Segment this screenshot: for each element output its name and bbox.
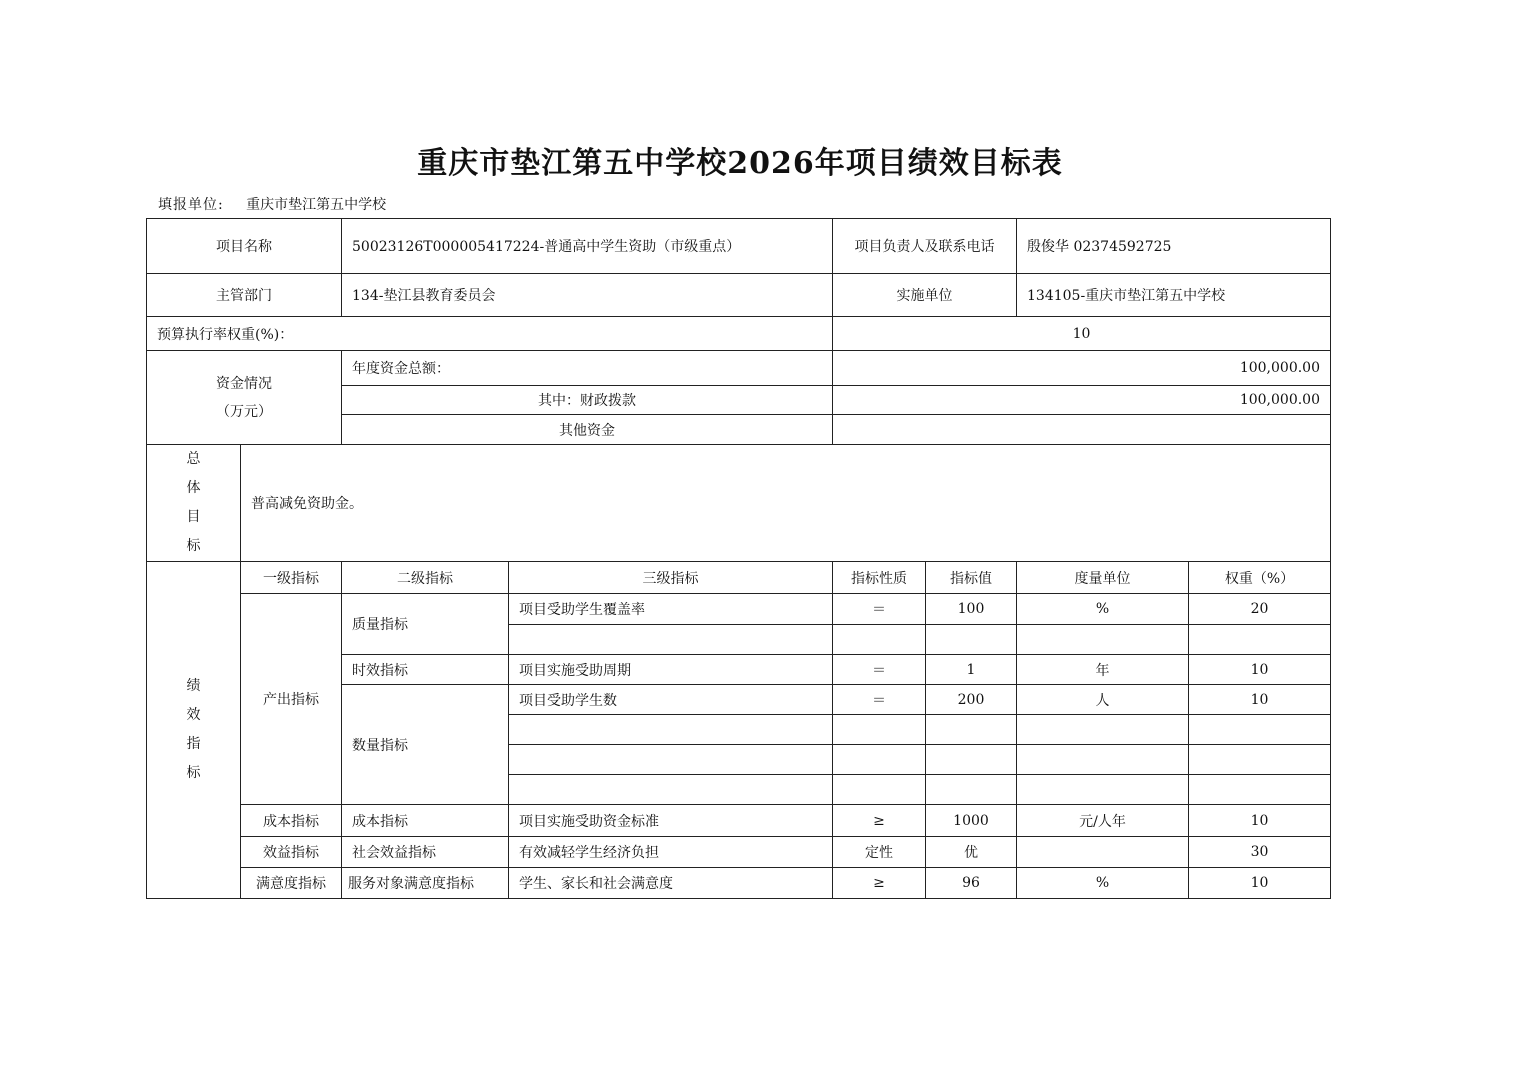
timeliness-indicator-label: 时效指标 [342, 655, 509, 685]
performance-label-char: 绩 [186, 678, 201, 694]
project-name-value: 50023126T000005417224-普通高中学生资助（市级重点） [342, 219, 833, 274]
header-value: 指标值 [926, 562, 1017, 594]
nature-cell [833, 745, 926, 775]
department-value: 134-垫江县教育委员会 [342, 274, 833, 317]
performance-label-char: 指 [186, 736, 201, 752]
satisfaction-level1: 满意度指标 [241, 868, 342, 899]
funds-annual-value: 100,000.00 [833, 351, 1331, 386]
implementing-unit-value: 134105-重庆市垫江第五中学校 [1017, 274, 1331, 317]
unit-cell [1017, 775, 1189, 805]
department-row [147, 274, 1331, 317]
benefit-level3: 有效减轻学生经济负担 [509, 837, 833, 868]
cost-level3: 项目实施受助资金标准 [509, 805, 833, 837]
overall-goal-label [147, 445, 241, 562]
output-indicator-label: 产出指标 [241, 594, 342, 805]
unit-cell: 人 [1017, 685, 1189, 715]
funds-label-line1: 资金情况 [216, 375, 272, 392]
cost-nature: ≥ [833, 805, 926, 837]
benefit-nature: 定性 [833, 837, 926, 868]
budget-weight-value: 10 [833, 317, 1331, 351]
weight-cell [1189, 715, 1331, 745]
cost-weight: 10 [1189, 805, 1331, 837]
funds-fiscal-label: 其中：财政拨款 [342, 386, 833, 415]
nature-cell [833, 775, 926, 805]
project-name-row [147, 219, 1331, 274]
weight-cell: 20 [1189, 594, 1331, 625]
level3-cell: 项目实施受助周期 [509, 655, 833, 685]
satisfaction-weight: 10 [1189, 868, 1331, 899]
cost-value: 1000 [926, 805, 1017, 837]
cost-level2: 成本指标 [342, 805, 509, 837]
satisfaction-level3: 学生、家长和社会满意度 [509, 868, 833, 899]
value-cell [926, 625, 1017, 655]
unit-cell: 年 [1017, 655, 1189, 685]
satisfaction-row [147, 868, 1331, 899]
weight-cell: 10 [1189, 655, 1331, 685]
satisfaction-unit: % [1017, 868, 1189, 899]
benefit-weight: 30 [1189, 837, 1331, 868]
budget-weight-label: 预算执行率权重(%)： [147, 317, 833, 351]
weight-cell [1189, 745, 1331, 775]
value-cell [926, 745, 1017, 775]
filling-unit-label: 填报单位: [158, 197, 224, 213]
level3-cell: 项目受助学生数 [509, 685, 833, 715]
nature-cell [833, 715, 926, 745]
level3-cell [509, 745, 833, 775]
unit-cell [1017, 625, 1189, 655]
weight-cell [1189, 625, 1331, 655]
level3-cell [509, 625, 833, 655]
header-nature: 指标性质 [833, 562, 926, 594]
filling-unit [158, 194, 386, 214]
performance-indicator-label [147, 562, 241, 899]
header-weight: 权重（%） [1189, 562, 1331, 594]
satisfaction-level2: 服务对象满意度指标 [342, 868, 509, 899]
budget-weight-row [147, 317, 1331, 351]
page-title: 重庆市垫江第五中学校2026年项目绩效目标表 [417, 146, 1063, 181]
header-level1: 一级指标 [241, 562, 342, 594]
indicator-header-row [147, 562, 1331, 594]
benefit-unit [1017, 837, 1189, 868]
overall-goal-char: 标 [186, 538, 201, 554]
benefit-level1: 效益指标 [241, 837, 342, 868]
satisfaction-nature: ≥ [833, 868, 926, 899]
project-name-label: 项目名称 [147, 219, 342, 274]
performance-label-char: 标 [186, 765, 201, 781]
funds-annual-label: 年度资金总额： [342, 351, 833, 386]
funds-label-line2: （万元） [216, 403, 272, 420]
overall-goal-char: 总 [186, 451, 201, 467]
overall-goal-char: 体 [186, 480, 201, 496]
filling-unit-value: 重庆市垫江第五中学校 [246, 197, 387, 213]
level3-cell [509, 715, 833, 745]
performance-label-char: 效 [186, 707, 201, 723]
value-cell: 1 [926, 655, 1017, 685]
header-level2: 二级指标 [342, 562, 509, 594]
value-cell [926, 775, 1017, 805]
quality-indicator-label: 质量指标 [342, 594, 509, 655]
cost-row [147, 805, 1331, 837]
funds-annual-row [147, 351, 1331, 386]
funds-other-label: 其他资金 [342, 415, 833, 445]
benefit-row [147, 837, 1331, 868]
overall-goal-row [147, 445, 1331, 562]
unit-cell [1017, 715, 1189, 745]
contact-label: 项目负责人及联系电话 [833, 219, 1017, 274]
header-level3: 三级指标 [509, 562, 833, 594]
department-label: 主管部门 [147, 274, 342, 317]
benefit-value: 优 [926, 837, 1017, 868]
funds-other-value [833, 415, 1331, 445]
overall-goal-text: 普高减免资助金。 [241, 445, 1331, 562]
header-unit: 度量单位 [1017, 562, 1189, 594]
level3-cell [509, 775, 833, 805]
cost-level1: 成本指标 [241, 805, 342, 837]
weight-cell: 10 [1189, 685, 1331, 715]
implementing-unit-label: 实施单位 [833, 274, 1017, 317]
quantity-indicator-label: 数量指标 [342, 685, 509, 805]
value-cell: 100 [926, 594, 1017, 625]
level3-cell: 项目受助学生覆盖率 [509, 594, 833, 625]
weight-cell [1189, 775, 1331, 805]
contact-value: 殷俊华 02374592725 [1017, 219, 1331, 274]
nature-cell [833, 625, 926, 655]
unit-cell [1017, 745, 1189, 775]
value-cell [926, 715, 1017, 745]
funds-fiscal-value: 100,000.00 [833, 386, 1331, 415]
satisfaction-value: 96 [926, 868, 1017, 899]
unit-cell: % [1017, 594, 1189, 625]
overall-goal-char: 目 [186, 509, 201, 525]
table-row [147, 594, 1331, 625]
value-cell: 200 [926, 685, 1017, 715]
nature-cell: ＝ [833, 594, 926, 625]
performance-table [146, 218, 1331, 899]
benefit-level2: 社会效益指标 [342, 837, 509, 868]
cost-unit: 元/人年 [1017, 805, 1189, 837]
funds-label [147, 351, 342, 445]
nature-cell: ＝ [833, 655, 926, 685]
nature-cell: ＝ [833, 685, 926, 715]
